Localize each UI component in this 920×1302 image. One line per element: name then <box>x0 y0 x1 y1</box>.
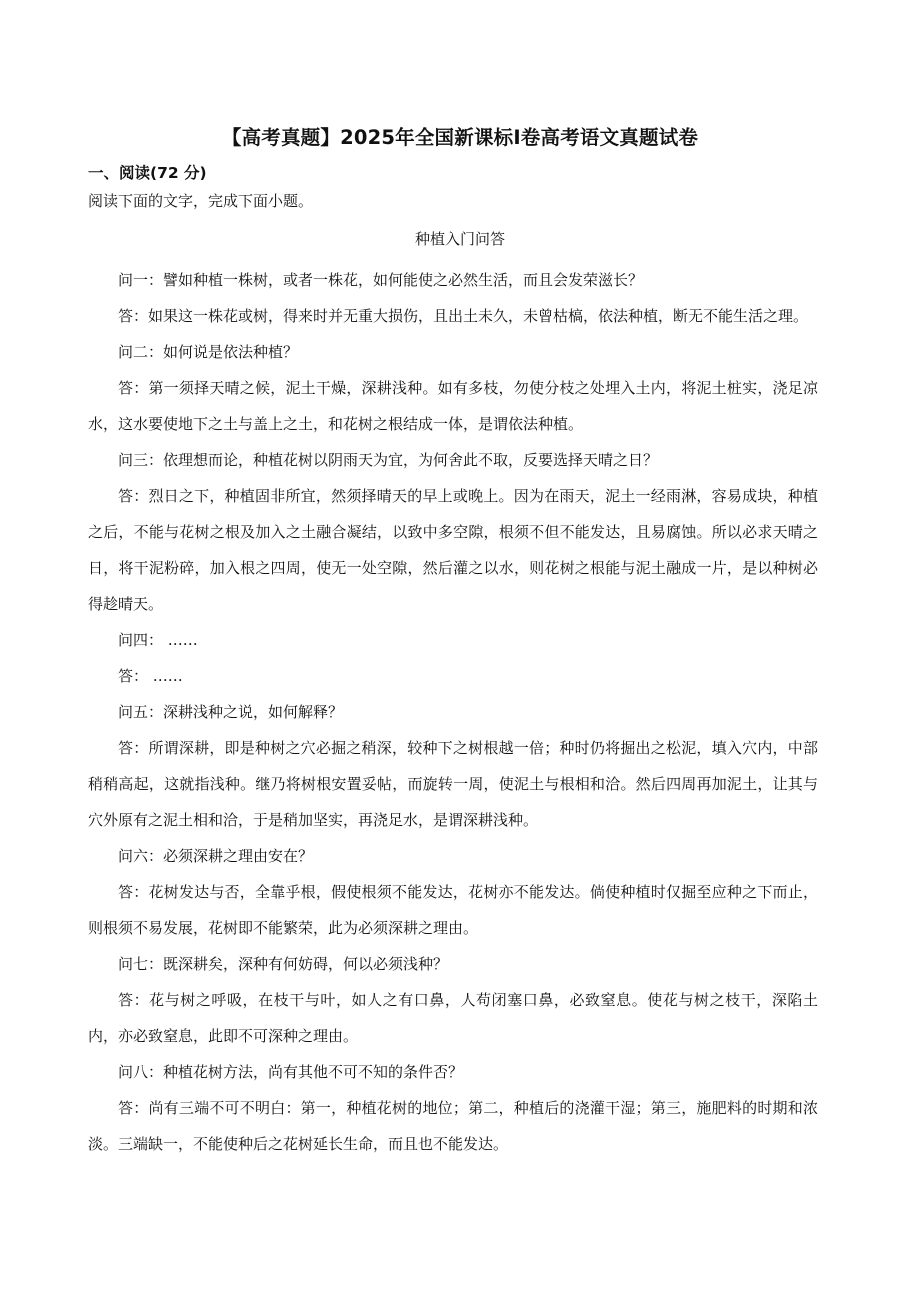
answer-7: 答：花与树之呼吸，在枝干与叶，如人之有口鼻，人苟闭塞口鼻，必致窒息。使花与树之枝干，深陷土内，亦必致窒息，此即不可深种之理由。 <box>88 991 818 1045</box>
answer-3: 答：烈日之下，种植固非所宜，然须择晴天的早上或晚上。因为在雨天，泥土一经雨淋，容易成块，种植之后，不能与花树之根及加入之土融合凝结，以致中多空隙，根须不但不能发达，且易腐蚀。所以必求天晴之日，将干泥粉碎，加入根之四周，使无一处空隙，然后灌之以水，则花树之根能与泥土融成一片，是以种树必得趁晴天。 <box>88 487 818 613</box>
question-1: 问一：譬如种植一株树，或者一株花，如何能使之必然生活，而且会发荣滋长？ <box>118 271 644 289</box>
question-3: 问三：依理想而论，种植花树以阴雨天为宜，为何舍此不取，反要选择天晴之日？ <box>118 451 659 469</box>
question-5: 问五：深耕浅种之说，如何解释？ <box>118 703 344 721</box>
passage-title: 种植入门问答 <box>414 230 505 248</box>
question-8: 问八：种植花树方法，尚有其他不可不知的条件否？ <box>118 1063 464 1081</box>
answer-1: 答：如果这一株花或树，得来时并无重大损伤，且出土未久，未曾枯槁，依法种植，断无不能生活之理。 <box>118 307 809 325</box>
question-4: 问四： …… <box>118 631 198 649</box>
reading-instruction: 阅读下面的文字，完成下面小题。 <box>88 192 314 210</box>
answer-8: 答：尚有三端不可不明白：第一，种植花树的地位；第二，种植后的浇灌干湿；第三，施肥料的时期和浓淡。三端缺一，不能使种后之花树延长生命，而且也不能发达。 <box>88 1099 818 1153</box>
document-title: 【高考真题】2025年全国新课标Ⅰ卷高考语文真题试卷 <box>221 126 699 149</box>
section-heading: 一、阅读(72 分) <box>88 164 207 182</box>
question-2: 问二：如何说是依法种植？ <box>118 343 299 361</box>
question-6: 问六：必须深耕之理由安在？ <box>118 847 314 865</box>
question-7: 问七：既深耕矣，深种有何妨碍，何以必须浅种？ <box>118 955 449 973</box>
passage-body <box>88 262 818 1162</box>
answer-6: 答：花树发达与否，全靠乎根，假使根须不能发达，花树亦不能发达。倘使种植时仅掘至应种之下而止，则根须不易发展，花树即不能繁荣，此为必须深耕之理由。 <box>88 883 818 937</box>
answer-5: 答：所谓深耕，即是种树之穴必掘之稍深，较种下之树根越一倍；种时仍将掘出之松泥，填入穴内，中部稍稍高起，这就指浅种。继乃将树根安置妥帖，而旋转一周，使泥土与根相和洽。然后四周再加泥土，让其与穴外原有之泥土相和洽，于是稍加坚实，再浇足水，是谓深耕浅种。 <box>88 739 818 829</box>
answer-4: 答： …… <box>118 667 183 685</box>
answer-2: 答：第一须择天晴之候，泥土干燥，深耕浅种。如有多枝，勿使分枝之处埋入土内，将泥土桩实，浇足凉水，这水要使地下之土与盖上之土，和花树之根结成一体，是谓依法种植。 <box>88 379 818 433</box>
